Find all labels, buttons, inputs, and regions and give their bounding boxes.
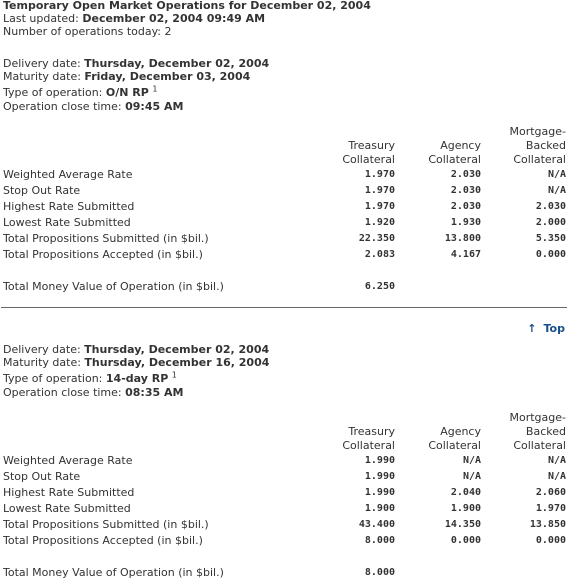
op1-hrs-agency: 2.030 xyxy=(450,201,481,212)
op1-tpa-treasury: 2.083 xyxy=(364,249,395,260)
op2-war-agency: N/A xyxy=(462,455,481,466)
op1-maturity-date xyxy=(3,70,250,84)
op2-tmv-treasury: 8.000 xyxy=(364,567,395,578)
op2-maturity-date xyxy=(3,356,269,370)
col-treasury-line1: Treasury xyxy=(348,139,395,152)
op2-hrs-mbs: 2.060 xyxy=(535,487,566,498)
row-label: Total Propositions Submitted (in $bil.) xyxy=(3,518,209,531)
top-link-text[interactable]: Top xyxy=(543,322,565,335)
op1-sor-agency: 2.030 xyxy=(450,185,481,196)
op2-sor-agency: N/A xyxy=(462,471,481,482)
op1-lrs-treasury: 1.920 xyxy=(364,217,395,228)
row-label: Total Propositions Submitted (in $bil.) xyxy=(3,232,209,245)
op2-tps-agency: 14.350 xyxy=(444,519,481,530)
row-label: Stop Out Rate xyxy=(3,184,81,197)
op2-tps-mbs: 13.850 xyxy=(529,519,566,530)
op2-war-mbs: N/A xyxy=(547,455,566,466)
op1-sor-treasury: 1.970 xyxy=(364,185,395,196)
op1-war-agency: 2.030 xyxy=(450,169,481,180)
op2-tps-treasury: 43.400 xyxy=(358,519,395,530)
close-value: 09:45 AM xyxy=(125,100,184,113)
op2-col-treasury xyxy=(342,425,395,453)
op2-delivery-date xyxy=(3,343,269,357)
row-label: Lowest Rate Submitted xyxy=(3,502,131,515)
op2-sor-treasury: 1.990 xyxy=(364,471,395,482)
op2-lrs-agency: 1.900 xyxy=(450,503,481,514)
op1-type xyxy=(3,86,157,100)
row-label: Total Money Value of Operation (in $bil.) xyxy=(3,566,224,579)
row-label: Stop Out Rate xyxy=(3,470,81,483)
maturity-value: Friday, December 03, 2004 xyxy=(84,70,251,83)
op2-tpa-mbs: 0.000 xyxy=(535,535,566,546)
delivery-label: Delivery date: xyxy=(3,343,85,356)
row-label: Total Money Value of Operation (in $bil.) xyxy=(3,280,224,293)
row-label: Highest Rate Submitted xyxy=(3,200,135,213)
op2-hrs-agency: 2.040 xyxy=(450,487,481,498)
page-title: Temporary Open Market Operations for December 02, 2004 xyxy=(3,0,371,12)
last-updated xyxy=(3,12,265,26)
arrow-up-icon: ↑ xyxy=(527,322,537,335)
op2-tpa-agency: 0.000 xyxy=(450,535,481,546)
op2-col-agency xyxy=(428,425,481,453)
close-label: Operation close time: xyxy=(3,100,126,113)
row-label: Lowest Rate Submitted xyxy=(3,216,131,229)
op1-sor-mbs: N/A xyxy=(547,185,566,196)
row-label: Total Propositions Accepted (in $bil.) xyxy=(3,248,203,261)
maturity-value: Thursday, December 16, 2004 xyxy=(84,356,270,369)
op1-lrs-mbs: 2.000 xyxy=(535,217,566,228)
col-agency-line2: Collateral xyxy=(428,153,481,166)
section-divider xyxy=(1,307,567,308)
col-mbs-line3: Collateral xyxy=(513,439,566,452)
footnote-ref: 1 xyxy=(171,370,177,380)
op2-lrs-mbs: 1.970 xyxy=(535,503,566,514)
op1-war-mbs: N/A xyxy=(547,169,566,180)
last-updated-value: December 02, 2004 09:49 AM xyxy=(82,12,266,25)
op2-war-treasury: 1.990 xyxy=(364,455,395,466)
col-treasury-line2: Collateral xyxy=(342,439,395,452)
close-value: 08:35 AM xyxy=(125,386,184,399)
type-label: Type of operation: xyxy=(3,372,106,385)
op1-hrs-treasury: 1.970 xyxy=(364,201,395,212)
op1-delivery-date xyxy=(3,57,269,71)
type-value: O/N RP xyxy=(105,86,149,99)
op2-sor-mbs: N/A xyxy=(547,471,566,482)
op1-col-treasury xyxy=(342,139,395,167)
col-agency-line1: Agency xyxy=(440,139,481,152)
operations-count: Number of operations today: 2 xyxy=(3,25,172,38)
op1-war-treasury: 1.970 xyxy=(364,169,395,180)
col-mbs-line2: Backed xyxy=(525,425,566,438)
op1-tpa-mbs: 0.000 xyxy=(535,249,566,260)
row-label: Weighted Average Rate xyxy=(3,454,133,467)
col-mbs-line2: Backed xyxy=(525,139,566,152)
type-label: Type of operation: xyxy=(3,86,106,99)
type-value: 14-day RP xyxy=(105,372,169,385)
op2-lrs-treasury: 1.900 xyxy=(364,503,395,514)
op2-type xyxy=(3,372,177,386)
op2-close-time xyxy=(3,386,183,400)
col-agency-line1: Agency xyxy=(440,425,481,438)
close-label: Operation close time: xyxy=(3,386,126,399)
col-mbs-line3: Collateral xyxy=(513,153,566,166)
col-treasury-line2: Collateral xyxy=(342,153,395,166)
top-link[interactable] xyxy=(527,322,565,336)
op1-col-agency xyxy=(428,139,481,167)
footnote-ref: 1 xyxy=(152,84,158,94)
op1-tps-treasury: 22.350 xyxy=(358,233,395,244)
op1-close-time xyxy=(3,100,183,114)
op1-tpa-agency: 4.167 xyxy=(450,249,481,260)
delivery-value: Thursday, December 02, 2004 xyxy=(84,343,270,356)
delivery-label: Delivery date: xyxy=(3,57,85,70)
op2-hrs-treasury: 1.990 xyxy=(364,487,395,498)
op1-lrs-agency: 1.930 xyxy=(450,217,481,228)
op1-hrs-mbs: 2.030 xyxy=(535,201,566,212)
maturity-label: Maturity date: xyxy=(3,70,85,83)
op1-tps-mbs: 5.350 xyxy=(535,233,566,244)
row-label: Weighted Average Rate xyxy=(3,168,133,181)
op1-col-mbs xyxy=(510,125,567,167)
last-updated-label: Last updated: xyxy=(3,12,83,25)
row-label: Highest Rate Submitted xyxy=(3,486,135,499)
delivery-value: Thursday, December 02, 2004 xyxy=(84,57,270,70)
col-mbs-line1: Mortgage- xyxy=(509,125,566,138)
col-mbs-line1: Mortgage- xyxy=(509,411,566,424)
maturity-label: Maturity date: xyxy=(3,356,85,369)
col-agency-line2: Collateral xyxy=(428,439,481,452)
op2-tpa-treasury: 8.000 xyxy=(364,535,395,546)
row-label: Total Propositions Accepted (in $bil.) xyxy=(3,534,203,547)
op2-col-mbs xyxy=(510,411,567,453)
op1-tps-agency: 13.800 xyxy=(444,233,481,244)
op1-tmv-treasury: 6.250 xyxy=(364,281,395,292)
col-treasury-line1: Treasury xyxy=(348,425,395,438)
